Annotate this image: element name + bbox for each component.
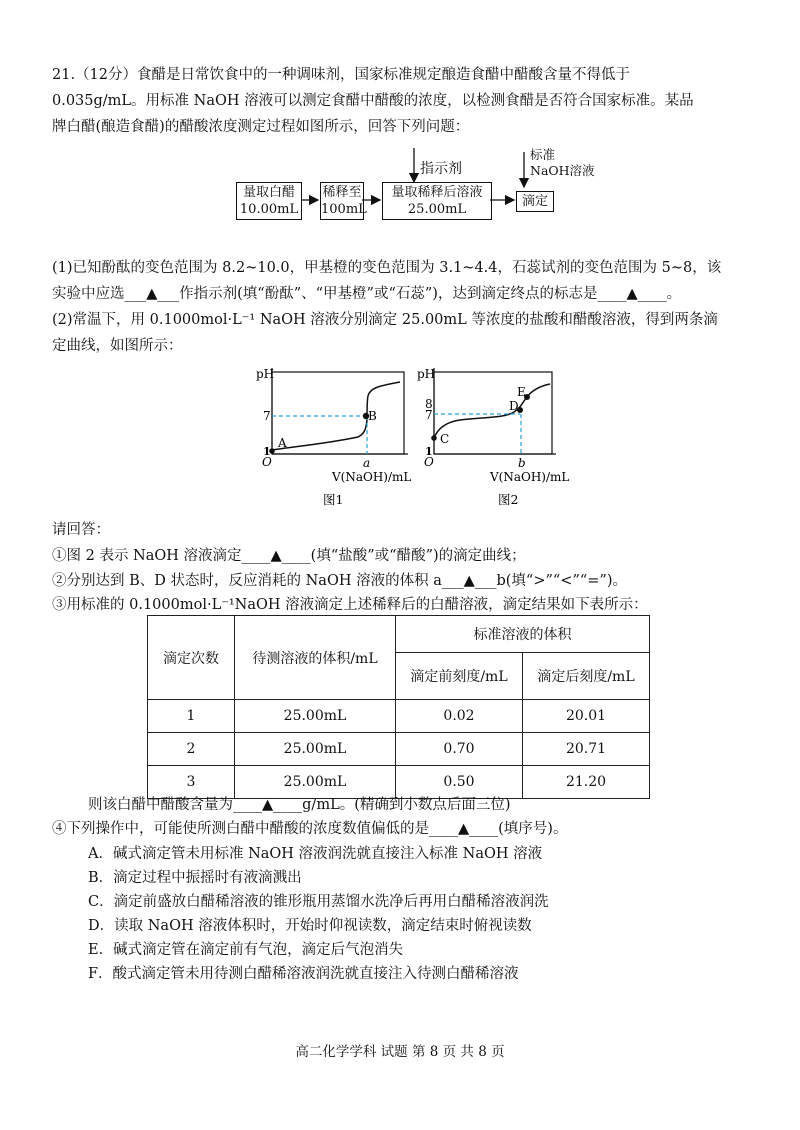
fig2-curve	[434, 384, 550, 438]
fig1-label-a: A	[278, 436, 287, 450]
cell-before: 0.50	[396, 766, 523, 799]
part2-line-2: 定曲线，如图所示：	[52, 338, 183, 354]
after-table-line: 则该白醋中醋酸含量为____▲____g/mL。(精确到小数点后面三位)	[88, 797, 511, 813]
answer-intro: 请回答：	[52, 522, 110, 538]
fig2-xlabel: V(NaOH)/mL	[490, 470, 570, 484]
cell-after: 20.01	[523, 700, 650, 733]
option-d: D．读取 NaOH 溶液体积时，开始时仰视读数，滴定结束时俯视读数	[88, 918, 532, 934]
flow-step-measure-diluted-label: 量取稀释后溶液	[391, 185, 483, 200]
flow-step-titrate	[516, 191, 554, 212]
th-trial: 滴定次数	[148, 616, 235, 700]
fig1-frame	[272, 372, 404, 454]
option-a: A．碱式滴定管未用标准 NaOH 溶液润洗就直接注入标准 NaOH 溶液	[88, 846, 543, 862]
th-after: 滴定后刻度/mL	[523, 653, 650, 700]
answer-q4: ④下列操作中，可能使所测白醋中醋酸的浓度数值偏低的是____▲____(填序号)。	[52, 821, 568, 837]
th-std: 标准溶液的体积	[396, 616, 650, 653]
cell-volume: 25.00mL	[235, 700, 396, 733]
fig1-xlabel: V(NaOH)/mL	[332, 470, 412, 484]
option-b: B．滴定过程中振摇时有液滴溅出	[88, 870, 302, 886]
fig2-frame	[434, 372, 552, 454]
titration-table	[147, 615, 650, 799]
answer-q1: ①图 2 表示 NaOH 溶液滴定____▲____(填“盐酸”或“醋酸”)的滴定曲线；	[52, 548, 526, 564]
flow-step-dilute	[320, 182, 367, 220]
fig2-xmark: b	[518, 456, 526, 470]
fig2	[417, 367, 569, 507]
question-line-1: 21.（12分）食醋是日常饮食中的一种调味剂，国家标准规定酿造食醋中醋酸含量不得低于	[52, 67, 631, 83]
cell-after: 20.71	[523, 733, 650, 766]
part1-line-2: 实验中应选___▲___作指示剂(填“酚酞”、“甲基橙”或“石蕊”)，达到滴定终点的标志是____▲____。	[52, 286, 682, 302]
flow-step-measure	[236, 182, 302, 220]
fig1-ylabel: pH	[256, 367, 275, 381]
th-before: 滴定前刻度/mL	[396, 653, 523, 700]
flow-step-measure-label: 量取白醋	[242, 185, 295, 200]
table-row	[148, 700, 650, 733]
indicator-label: 指示剂	[420, 161, 462, 177]
fig2-ylabel: pH	[417, 367, 436, 381]
titration-graphs	[0, 360, 800, 520]
question-line-2: 0.035g/mL。用标准 NaOH 溶液可以测定食醋中醋酸的浓度，以检测食醋是否符合国家标准。某品	[52, 93, 694, 109]
cell-before: 0.70	[396, 733, 523, 766]
option-e: E．碱式滴定管在滴定前有气泡，滴定后气泡消失	[88, 942, 404, 958]
cell-before: 0.02	[396, 700, 523, 733]
flow-step-measure-diluted	[382, 182, 492, 220]
fig2-tick-7: 7	[425, 408, 433, 422]
flow-step-measure-volume: 10.00mL	[239, 202, 299, 217]
std-label-line2: NaOH溶液	[530, 163, 595, 178]
cell-volume: 25.00mL	[235, 766, 396, 799]
question-line-3: 牌白醋(酿造食醋)的醋酸浓度测定过程如图所示，回答下列问题：	[52, 119, 470, 135]
fig2-label-d: D	[509, 399, 519, 413]
fig1-tick-1: 1	[263, 445, 271, 458]
cell-trial: 1	[148, 700, 235, 733]
flow-step-dilute-volume: 100mL	[321, 202, 367, 217]
cell-volume: 25.00mL	[235, 733, 396, 766]
answer-q3: ③用标准的 0.1000mol·L⁻¹NaOH 溶液滴定上述稀释后的白醋溶液，滴定结果如下表所示：	[52, 597, 648, 613]
fig2-origin: O	[424, 455, 434, 469]
fig1-caption: 图1	[323, 492, 344, 507]
page-footer: 高二化学学科 试题 第 8 页 共 8 页	[295, 1044, 505, 1060]
option-f: F．酸式滴定管未用待测白醋稀溶液润洗就直接注入待测白醋稀溶液	[88, 966, 519, 982]
fig2-point-c	[431, 435, 437, 441]
flow-step-dilute-label: 稀释至	[322, 185, 362, 200]
fig1-tick-7: 7	[263, 409, 271, 423]
fig2-tick-8: 8	[425, 397, 433, 411]
cell-trial: 3	[148, 766, 235, 799]
fig1	[256, 367, 411, 507]
fig2-tick-1: 1	[425, 445, 433, 458]
th-volume: 待测溶液的体积/mL	[235, 616, 396, 700]
table-row	[148, 733, 650, 766]
part1-line-1: (1)已知酚酞的变色范围为 8.2~10.0，甲基橙的变色范围为 3.1~4.4，石蕊试剂的变色范围为 5~8，该	[52, 260, 722, 276]
flow-step-measure-diluted-volume: 25.00mL	[407, 202, 467, 217]
part2-line-1: (2)常温下，用 0.1000mol·L⁻¹ NaOH 溶液分别滴定 25.00mL 等浓度的盐酸和醋酸溶液，得到两条滴	[52, 312, 718, 328]
fig1-label-b: B	[368, 409, 377, 423]
answer-q2: ②分别达到 B、D 状态时，反应消耗的 NaOH 溶液的体积 a___▲___b(填“>”“<”“=”)。	[52, 573, 628, 589]
cell-after: 21.20	[523, 766, 650, 799]
flow-step-titrate-label: 滴定	[521, 194, 548, 209]
cell-trial: 2	[148, 733, 235, 766]
fig1-xmark: a	[363, 456, 371, 470]
fig2-label-c: C	[440, 432, 450, 446]
option-c: C．滴定前盛放白醋稀溶液的锥形瓶用蒸馏水洗净后再用白醋稀溶液润洗	[88, 894, 549, 910]
fig2-label-e: E	[517, 385, 526, 399]
fig1-origin: O	[262, 455, 272, 469]
std-label-line1: 标准	[530, 147, 556, 162]
fig2-caption: 图2	[498, 492, 519, 507]
